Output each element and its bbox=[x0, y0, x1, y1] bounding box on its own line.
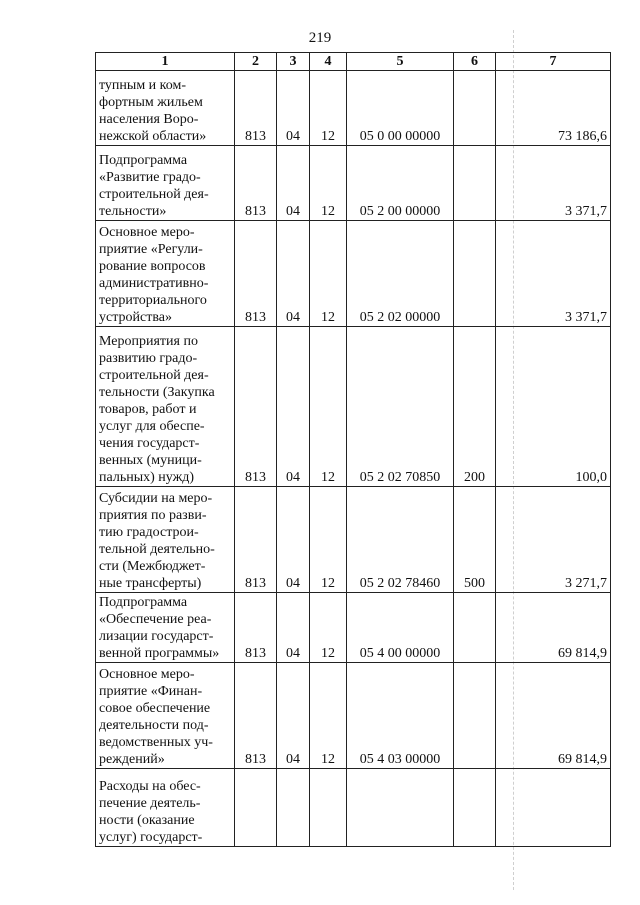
cell-expense-type: 500 bbox=[454, 487, 496, 593]
cell-section: 04 bbox=[277, 487, 310, 593]
row-name: тупным и ком- фортным жильем населения Воро- нежской области» bbox=[96, 71, 235, 146]
cell-expense-type bbox=[454, 593, 496, 663]
column-header: 1 bbox=[96, 53, 235, 71]
column-header: 2 bbox=[235, 53, 277, 71]
page-number: 219 bbox=[308, 30, 332, 46]
cell-amount: 3 371,7 bbox=[496, 221, 611, 327]
cell-amount: 69 814,9 bbox=[496, 593, 611, 663]
column-header: 5 bbox=[347, 53, 454, 71]
cell-subsection: 12 bbox=[310, 593, 347, 663]
cell-target-article: 05 4 00 00000 bbox=[347, 593, 454, 663]
cell-ministry: 813 bbox=[235, 327, 277, 487]
cell-section: 04 bbox=[277, 221, 310, 327]
cell-ministry: 813 bbox=[235, 221, 277, 327]
cell-subsection: 12 bbox=[310, 146, 347, 221]
cell-section bbox=[277, 769, 310, 847]
row-name: Основное меро- приятие «Регули- рование вопросов административно- территориального устройства» bbox=[96, 221, 235, 327]
cell-subsection: 12 bbox=[310, 487, 347, 593]
column-header: 7 bbox=[496, 53, 611, 71]
cell-subsection bbox=[310, 769, 347, 847]
cell-ministry: 813 bbox=[235, 146, 277, 221]
row-name: Субсидии на меро- приятия по разви- тию градострои- тельной деятельно- сти (Межбюджет- ные трансферты) bbox=[96, 487, 235, 593]
table-row bbox=[96, 146, 611, 221]
table-row bbox=[96, 487, 611, 593]
column-header: 6 bbox=[454, 53, 496, 71]
cell-ministry: 813 bbox=[235, 593, 277, 663]
cell-ministry: 813 bbox=[235, 71, 277, 146]
cell-ministry: 813 bbox=[235, 487, 277, 593]
table-row bbox=[96, 71, 611, 146]
cell-target-article bbox=[347, 769, 454, 847]
cell-amount: 100,0 bbox=[496, 327, 611, 487]
cell-ministry: 813 bbox=[235, 663, 277, 769]
cell-target-article: 05 0 00 00000 bbox=[347, 71, 454, 146]
cell-subsection: 12 bbox=[310, 221, 347, 327]
row-name: Мероприятия по развитию градо- строительной дея- тельности (Закупка товаров, работ и услуг для обеспе- чения государст- венных (муници- пальных) нужд) bbox=[96, 327, 235, 487]
row-name: Расходы на обес- печение деятель- ности (оказание услуг) государст- bbox=[96, 769, 235, 847]
cell-subsection: 12 bbox=[310, 663, 347, 769]
row-name: Подпрограмма «Развитие градо- строительной дея- тельности» bbox=[96, 146, 235, 221]
cell-ministry bbox=[235, 769, 277, 847]
cell-target-article: 05 2 02 78460 bbox=[347, 487, 454, 593]
cell-target-article: 05 2 00 00000 bbox=[347, 146, 454, 221]
cell-subsection: 12 bbox=[310, 71, 347, 146]
cell-subsection: 12 bbox=[310, 327, 347, 487]
cell-expense-type bbox=[454, 221, 496, 327]
table-row bbox=[96, 327, 611, 487]
cell-expense-type bbox=[454, 769, 496, 847]
cell-amount: 3 271,7 bbox=[496, 487, 611, 593]
cell-amount: 73 186,6 bbox=[496, 71, 611, 146]
cell-target-article: 05 4 03 00000 bbox=[347, 663, 454, 769]
cell-section: 04 bbox=[277, 146, 310, 221]
cell-target-article: 05 2 02 00000 bbox=[347, 221, 454, 327]
row-name: Основное меро- приятие «Финан- совое обеспечение деятельности под- ведомственных уч- реждений» bbox=[96, 663, 235, 769]
cell-target-article: 05 2 02 70850 bbox=[347, 327, 454, 487]
column-header: 4 bbox=[310, 53, 347, 71]
budget-table bbox=[95, 52, 611, 847]
table-row bbox=[96, 769, 611, 847]
cell-section: 04 bbox=[277, 71, 310, 146]
table-row bbox=[96, 663, 611, 769]
cell-section: 04 bbox=[277, 327, 310, 487]
cell-expense-type bbox=[454, 663, 496, 769]
cell-section: 04 bbox=[277, 663, 310, 769]
cell-expense-type bbox=[454, 71, 496, 146]
cell-expense-type bbox=[454, 146, 496, 221]
table-row bbox=[96, 593, 611, 663]
table-row bbox=[96, 221, 611, 327]
row-name: Подпрограмма «Обеспечение реа- лизации государст- венной программы» bbox=[96, 593, 235, 663]
cell-section: 04 bbox=[277, 593, 310, 663]
cell-amount: 69 814,9 bbox=[496, 663, 611, 769]
cell-amount: 3 371,7 bbox=[496, 146, 611, 221]
cell-amount bbox=[496, 769, 611, 847]
column-header: 3 bbox=[277, 53, 310, 71]
table-header-row bbox=[96, 53, 611, 71]
cell-expense-type: 200 bbox=[454, 327, 496, 487]
